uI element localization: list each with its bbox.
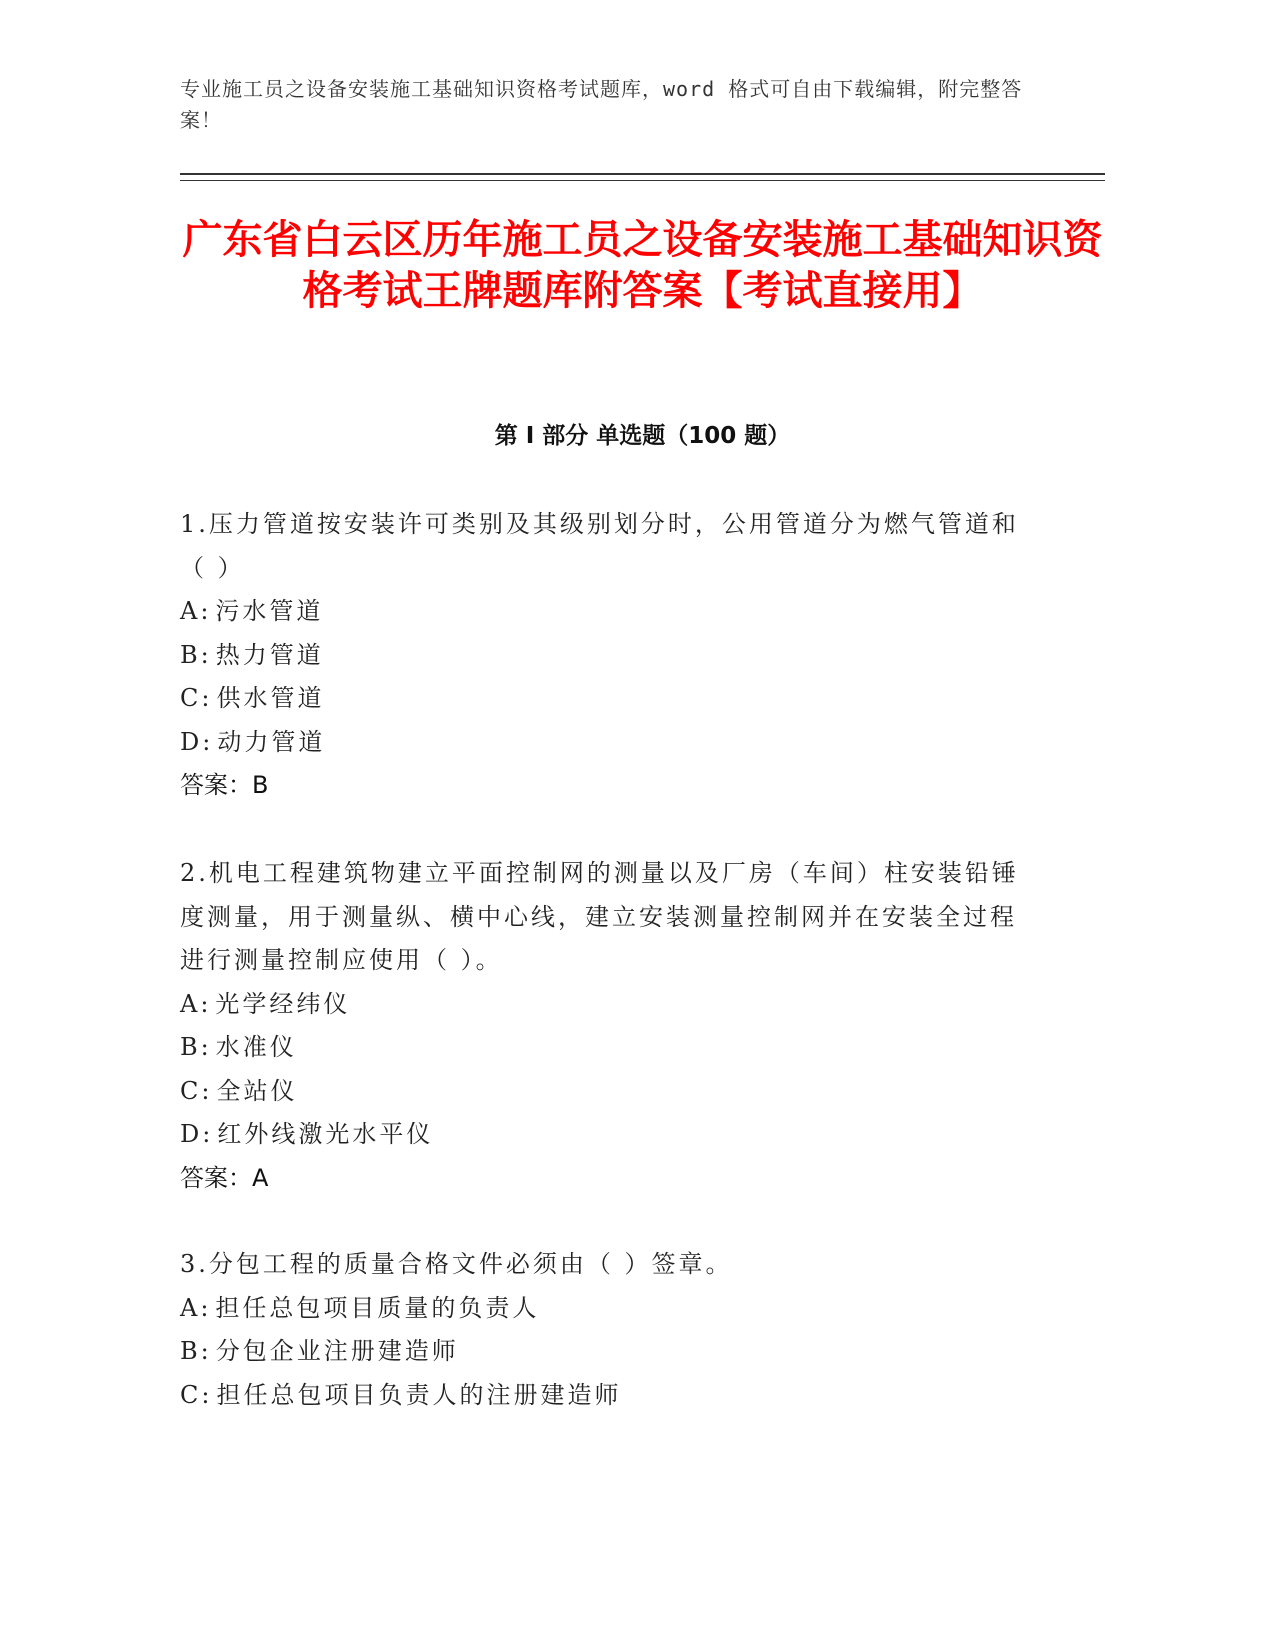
option-label: C:	[180, 1076, 213, 1105]
question-item	[180, 503, 1020, 808]
option-a	[180, 1287, 1020, 1331]
answer-line: 答案：B	[180, 771, 269, 799]
header-note: 专业施工员之设备安装施工基础知识资格考试题库，word 格式可自由下载编辑，附完整答案！	[180, 77, 1023, 132]
option-text: 红外线激光水平仪	[217, 1120, 434, 1148]
option-text: 担任总包项目质量的负责人	[215, 1293, 540, 1322]
option-c	[180, 677, 1020, 721]
question-item	[180, 852, 1020, 1200]
option-label: D:	[180, 727, 214, 756]
section-title: 第 I 部分 单选题（100 题）	[494, 423, 791, 449]
option-text: 水准仪	[215, 1033, 297, 1061]
option-b	[180, 634, 1020, 678]
option-text: 全站仪	[216, 1076, 298, 1105]
option-c	[180, 1070, 1020, 1114]
option-text: 担任总包项目负责人的注册建造师	[216, 1380, 622, 1409]
option-a	[180, 590, 1020, 634]
option-label: B:	[180, 1337, 212, 1365]
question-stem: 2.机电工程建筑物建立平面控制网的测量以及厂房（车间）柱安装铅锤度测量，用于测量纵、横中心线，建立安装测量控制网并在安装全过程进行测量控制应使用（ ）。	[180, 859, 1019, 974]
option-label: D:	[180, 1120, 214, 1148]
option-label: B:	[180, 640, 212, 669]
question-item	[180, 1243, 1020, 1417]
option-b	[180, 1026, 1020, 1070]
option-text: 污水管道	[215, 597, 324, 625]
question-stem: 1.压力管道按安装许可类别及其级别划分时，公用管道分为燃气管道和（ ）	[180, 510, 1019, 582]
question-stem: 3.分包工程的质量合格文件必须由（ ）签章。	[180, 1250, 733, 1278]
option-text: 光学经纬仪	[215, 989, 351, 1018]
option-c	[180, 1374, 1020, 1418]
option-text: 动力管道	[217, 727, 326, 756]
document-title: 广东省白云区历年施工员之设备安装施工基础知识资格考试王牌题库附答案【考试直接用】	[182, 217, 1103, 314]
option-label: A:	[180, 1293, 212, 1322]
option-text: 分包企业注册建造师	[215, 1337, 459, 1365]
option-d	[180, 1113, 1020, 1157]
option-a	[180, 983, 1020, 1027]
option-label: B:	[180, 1033, 212, 1061]
option-text: 供水管道	[216, 684, 325, 712]
option-label: C:	[180, 684, 213, 712]
option-text: 热力管道	[215, 640, 324, 669]
header-divider-thick	[180, 173, 1105, 175]
option-b	[180, 1330, 1020, 1374]
option-label: A:	[180, 597, 212, 625]
answer-line: 答案：A	[180, 1163, 269, 1192]
header-divider-thin	[180, 180, 1105, 181]
option-label: A:	[180, 989, 212, 1018]
option-d	[180, 721, 1020, 765]
option-label: C:	[180, 1380, 213, 1409]
